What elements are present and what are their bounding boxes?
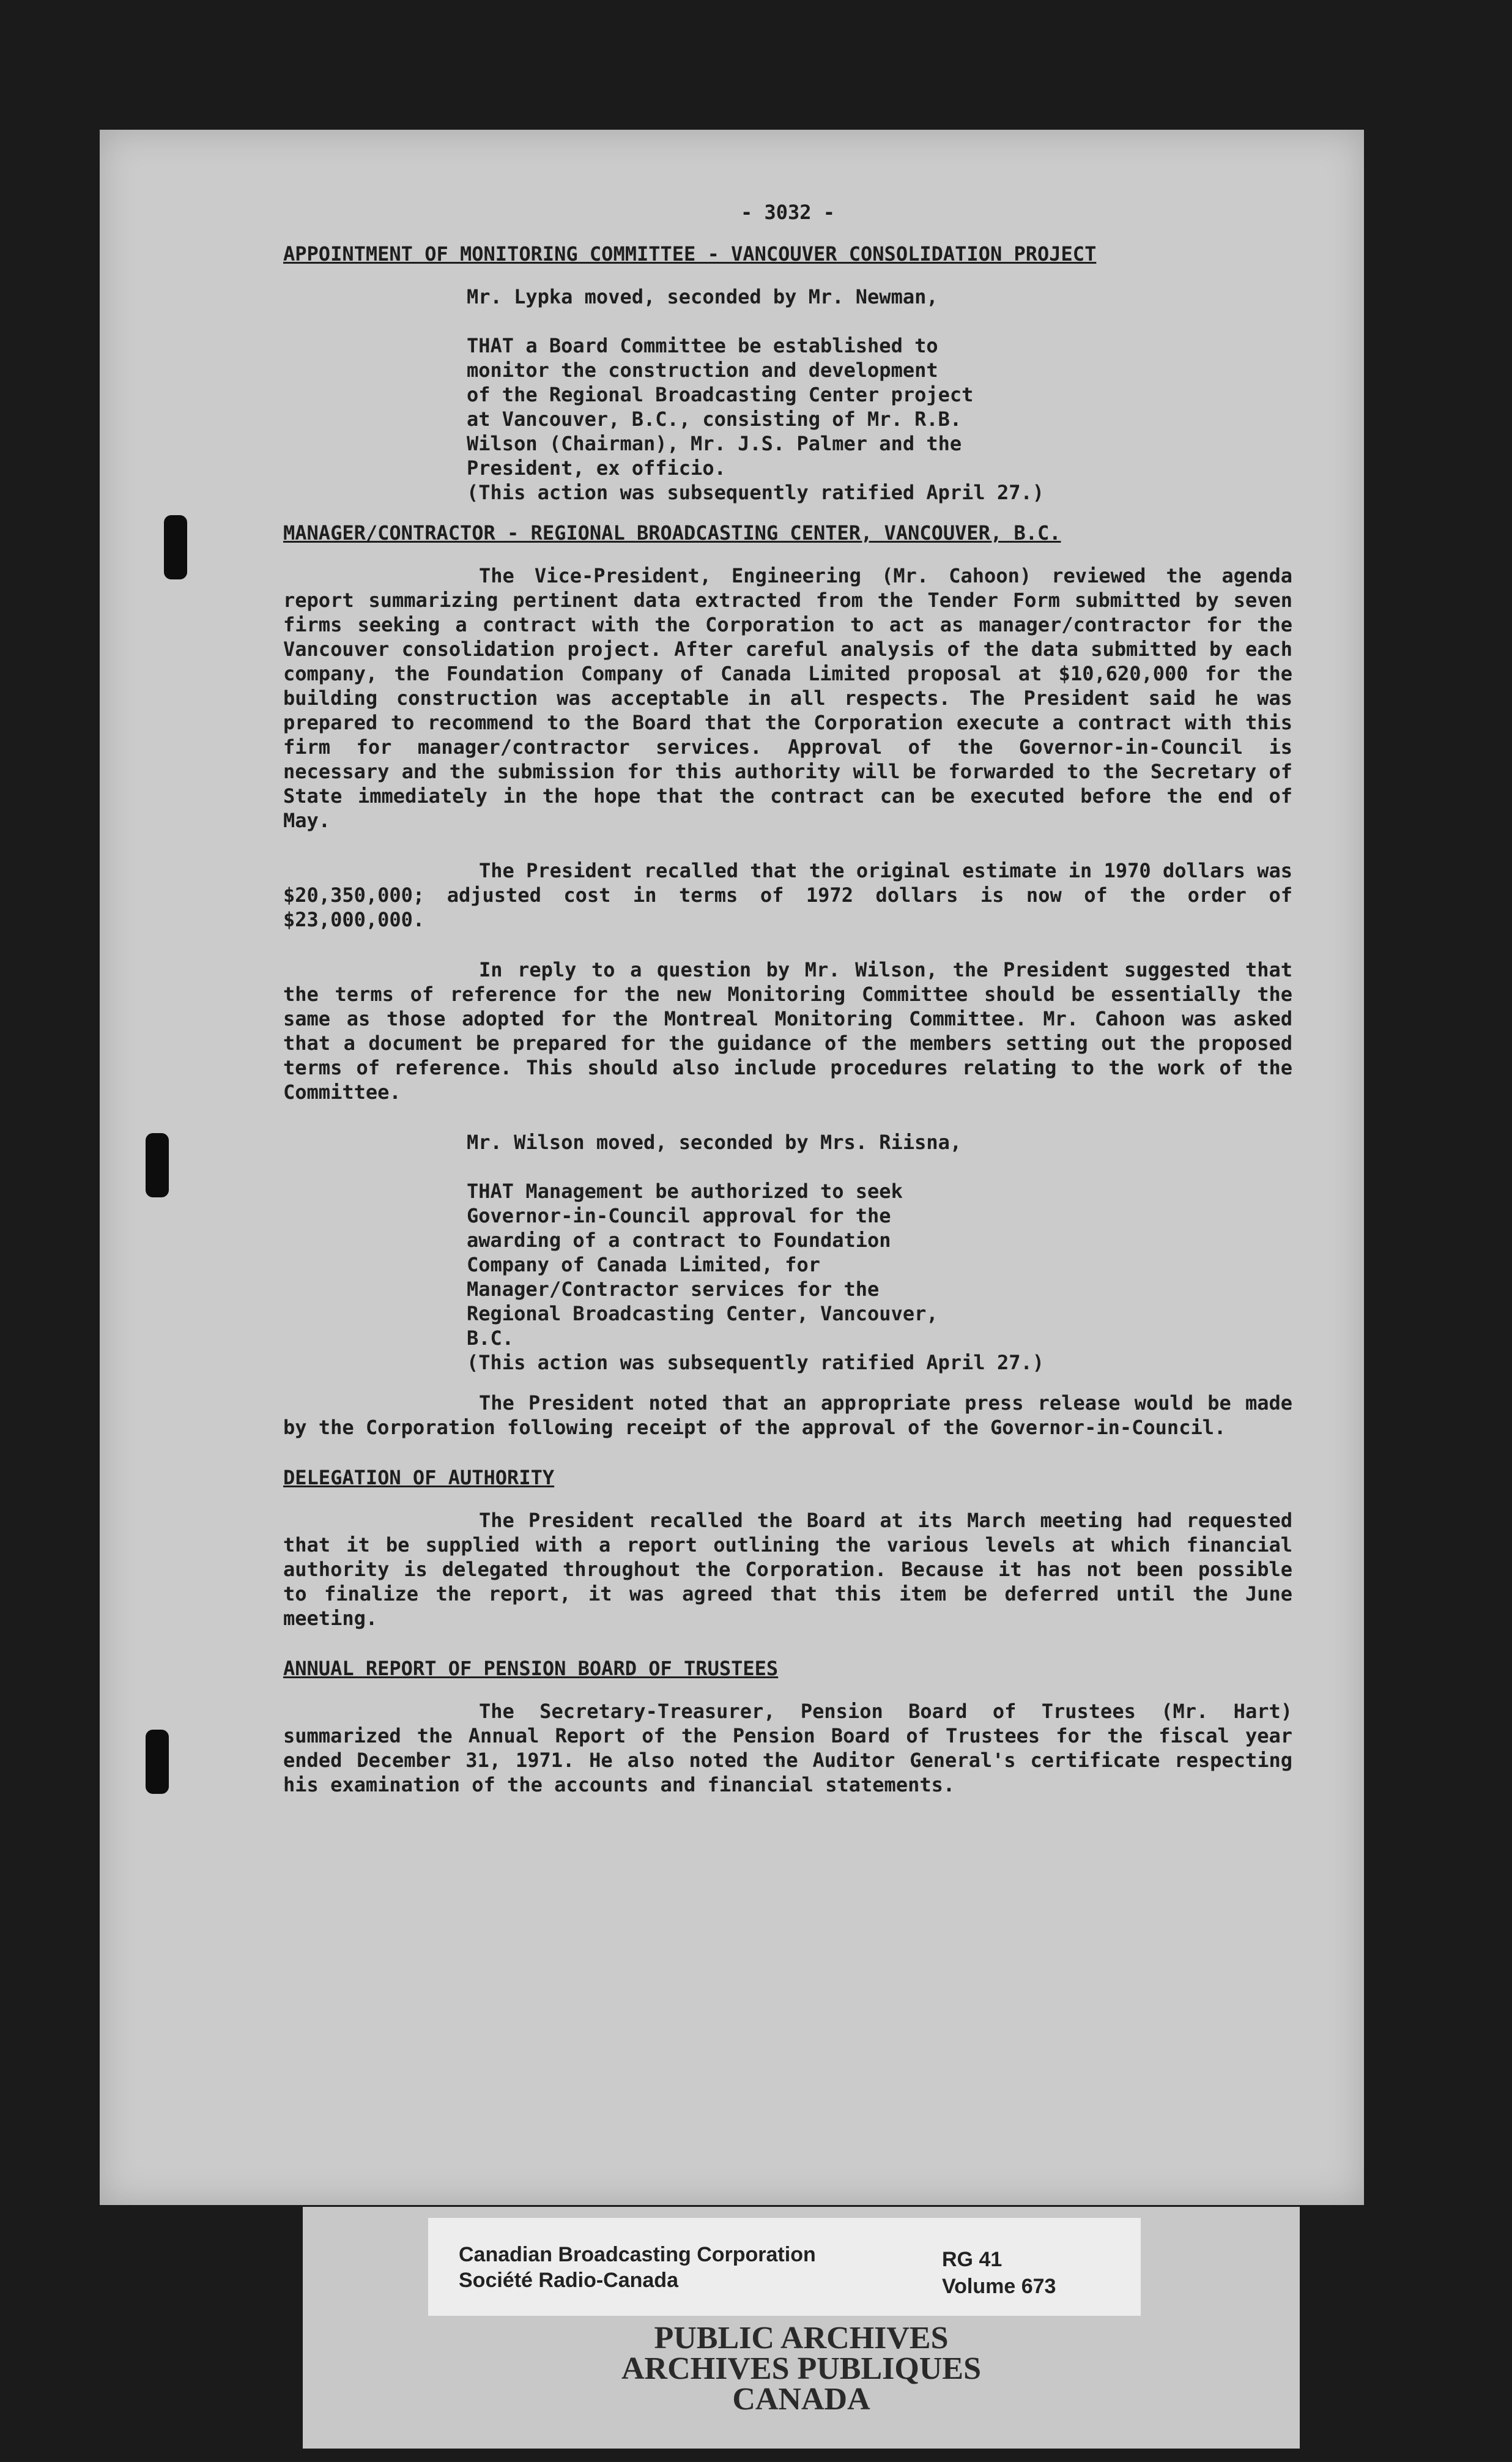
motion-line: (This action was subsequently ratified April 27.) [467, 481, 1045, 504]
document-body [283, 200, 1292, 1823]
paragraph: The President noted that an appropriate press release would be made by the Corporation following receipt of the approval of the Governor-in-Council. [283, 1391, 1292, 1439]
motion-line: Wilson (Chairman), Mr. J.S. Palmer and the [467, 432, 962, 455]
motion-line: THAT Management be authorized to seek [467, 1180, 903, 1203]
archives-stamp-line: CANADA [732, 2382, 870, 2417]
punch-hole-top [164, 515, 187, 579]
page-number: - 3032 - [740, 201, 836, 224]
motion-manager-contractor [467, 1130, 1292, 1375]
section-heading-delegation: DELEGATION OF AUTHORITY [283, 1466, 555, 1489]
motion-line: at Vancouver, B.C., consisting of Mr. R.B. [467, 407, 962, 431]
section-heading-monitoring-committee: APPOINTMENT OF MONITORING COMMITTEE - VANCOUVER CONSOLIDATION PROJECT [283, 242, 1097, 266]
motion-line: THAT a Board Committee be established to [467, 334, 938, 357]
record-group: RG 41 [942, 2248, 1002, 2271]
org-name-fr: Société Radio-Canada [459, 2269, 678, 2292]
archives-stamp-line: PUBLIC ARCHIVES [654, 2321, 949, 2356]
org-name-en: Canadian Broadcasting Corporation [459, 2243, 816, 2266]
motion-line: awarding of a contract to Foundation [467, 1229, 891, 1252]
section-heading-manager-contractor: MANAGER/CONTRACTOR - REGIONAL BROADCASTING CENTER, VANCOUVER, B.C. [283, 521, 1061, 545]
motion-line: of the Regional Broadcasting Center project [467, 383, 974, 406]
motion-line: Manager/Contractor services for the [467, 1277, 880, 1301]
paragraph: The Vice-President, Engineering (Mr. Cahoon) reviewed the agenda report summarizing pertinent data extracted from the Tender Form submitted by seven firms seeking a contract with the Corporation to act as manager/contractor for the Vancouver consolidation project. After careful analysis of the data submitted by each company, the Foundation Company of Canada Limited proposal at $10,620,000 for the building construction was acceptable in all respects. The President said he was prepared to recommend to the Board that the Corporation execute a contract with this firm for manager/contractor services. Approval of the Governor-in-Council is necessary and the submission for this authority will be forwarded to the Secretary of State immediately in the hope that the contract can be executed before the end of May. [283, 564, 1292, 832]
section-heading-pension-board: ANNUAL REPORT OF PENSION BOARD OF TRUSTEES [283, 1657, 779, 1680]
motion-line: monitor the construction and development [467, 359, 938, 382]
paragraph: The President recalled that the original estimate in 1970 dollars was $20,350,000; adjusted cost in terms of 1972 dollars is now of the order of $23,000,000. [283, 859, 1292, 931]
paragraph: The Secretary-Treasurer, Pension Board of Trustees (Mr. Hart) summarized the Annual Report of the Pension Board of Trustees for the fiscal year ended December 31, 1971. He also noted the Auditor General's certificate respecting his examination of the accounts and financial statements. [283, 1700, 1292, 1796]
paragraph: The President recalled the Board at its March meeting had requested that it be supplied with a report outlining the various levels at which financial authority is delegated throughout the Corporation. Because it has not been possible to finalize the report, it was agreed that this item be deferred until the June meeting. [283, 1509, 1292, 1630]
motion-intro: Mr. Lypka moved, seconded by Mr. Newman, [467, 285, 938, 308]
archive-label-strip [428, 2218, 1141, 2316]
motion-line: B.C. [467, 1326, 514, 1350]
motion-line: (This action was subsequently ratified April 27.) [467, 1351, 1045, 1374]
punch-hole-bottom [146, 1730, 169, 1794]
motion-line: Governor-in-Council approval for the [467, 1204, 891, 1227]
volume-number: Volume 673 [942, 2275, 1056, 2298]
motion-intro: Mr. Wilson moved, seconded by Mrs. Riisna, [467, 1131, 962, 1154]
archives-stamp-line: ARCHIVES PUBLIQUES [621, 2351, 982, 2386]
document-page [100, 130, 1364, 2205]
motion-line: President, ex officio. [467, 456, 726, 480]
motion-line: Company of Canada Limited, for [467, 1253, 820, 1276]
motion-monitoring-committee [467, 285, 1292, 505]
archives-stamp [303, 2323, 1300, 2415]
paragraph: In reply to a question by Mr. Wilson, the President suggested that the terms of reference for the new Monitoring Committee should be essentially the same as those adopted for the Montreal Monitoring Committee. Mr. Cahoon was asked that a document be prepared for the guidance of the members setting out the proposed terms of reference. This should also include procedures relating to the work of the Committee. [283, 958, 1292, 1104]
motion-line: Regional Broadcasting Center, Vancouver, [467, 1302, 938, 1325]
archive-label-card [303, 2207, 1300, 2449]
punch-hole-middle [146, 1133, 169, 1197]
